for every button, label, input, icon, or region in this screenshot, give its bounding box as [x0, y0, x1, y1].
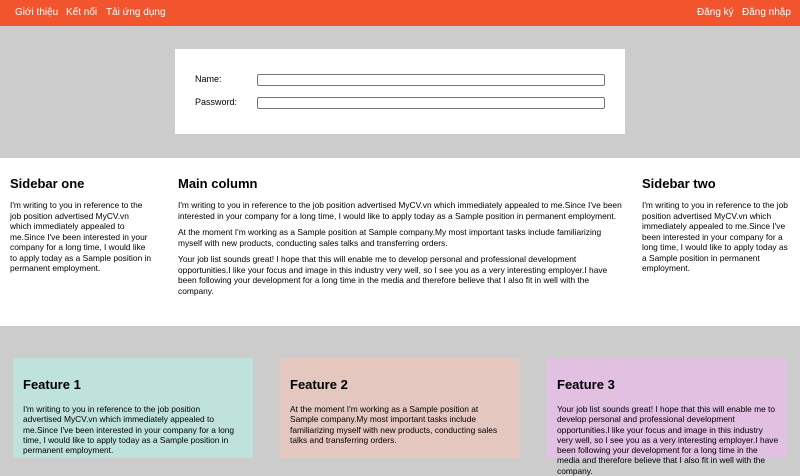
- feature-2-title: Feature 2: [290, 377, 348, 392]
- feature-1-title: Feature 1: [23, 377, 81, 392]
- sidebar-two-text: I'm writing to you in reference to the job position advertised MyCV.vn which immediately appealed to me.Since I've been interested in your company for a long time, I would like to apply today as a Sample position in permanent employment.: [642, 200, 788, 273]
- main-column: [178, 176, 626, 302]
- name-label: Name:: [195, 74, 222, 84]
- feature-3-title: Feature 3: [557, 377, 615, 392]
- feature-3-text: Your job list sounds great! I hope that this will enable me to develop personal and professional development opportunities.I like your focus and image in this industry very well, so I see you as a very interesting employer.I have been following your development for a long time in the media and therefore believe that I also fit in well with the company.: [557, 404, 779, 476]
- sidebar-two-title: Sidebar two: [642, 176, 716, 191]
- password-input[interactable]: [257, 97, 605, 109]
- sidebar-one-title: Sidebar one: [10, 176, 85, 191]
- main-paragraph-3: Your job list sounds great! I hope that this will enable me to develop personal and professional development opportunities.I like your focus and image in this industry very well, so I see you as a very interesting employer.I have been following your development for a long time in the media and therefore believe that I also fit in well with the company.: [178, 254, 608, 296]
- sidebar-one: [10, 176, 152, 280]
- nav-link-dang-nhap[interactable]: Đăng nhập: [742, 7, 791, 18]
- nav-link-tai-ung-dung[interactable]: Tải ứng dụng: [106, 7, 166, 18]
- nav-link-gioi-thieu[interactable]: Giới thiệu: [15, 7, 59, 18]
- feature-card-2: [280, 358, 520, 458]
- nav-link-ket-noi[interactable]: Kết nối: [66, 7, 98, 18]
- main-column-title: Main column: [178, 176, 258, 191]
- main-paragraph-1: I'm writing to you in reference to the job position advertised MyCV.vn which immediately appealed to me.Since I've been interested in your company for a long time, I would like to apply today as a Sample position in permanent employment.: [178, 200, 622, 221]
- feature-card-1: [13, 358, 253, 458]
- main-paragraph-2: At the moment I'm working as a Sample position at Sample company.My most important tasks include familiarizing myself with new products, conducting sales talks and transferring orders.: [178, 227, 602, 248]
- content-section: [0, 158, 800, 326]
- sidebar-two: [642, 176, 788, 280]
- feature-1-text: I'm writing to you in reference to the job position advertised MyCV.vn which immediately appealed to me.Since I've been interested in your company for a long time, I would like to apply today as a Sample position in permanent employment.: [23, 404, 235, 456]
- top-navigation-bar: [0, 0, 800, 26]
- name-input[interactable]: [257, 74, 605, 86]
- nav-link-dang-ky[interactable]: Đăng ký: [697, 7, 734, 18]
- sidebar-one-text: I'm writing to you in reference to the job position advertised MyCV.vn which immediately appealed to me.Since I've been interested in your company for a long time, I would like to apply today as a Sample position in permanent employment.: [10, 200, 152, 273]
- feature-2-text: At the moment I'm working as a Sample position at Sample company.My most important tasks include familiarizing myself with new products, conducting sales talks and transferring orders.: [290, 404, 498, 445]
- login-form: [175, 49, 625, 134]
- password-label: Password:: [195, 97, 238, 107]
- feature-card-3: [547, 358, 787, 476]
